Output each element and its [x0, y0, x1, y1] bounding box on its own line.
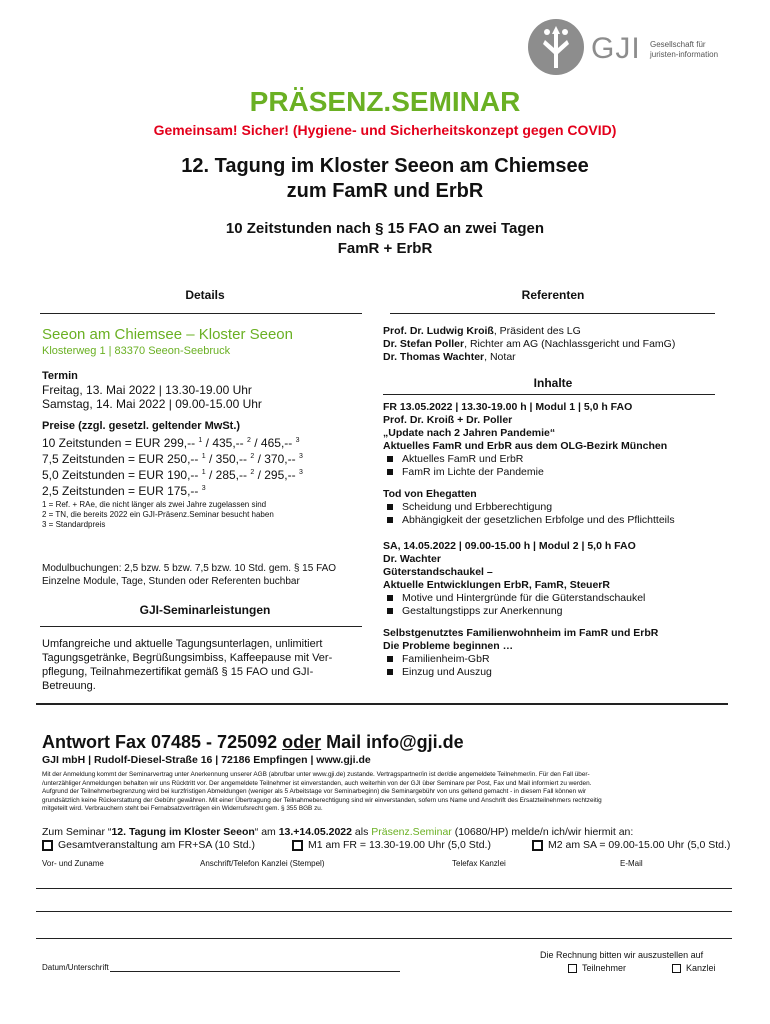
rechnung-kanzlei[interactable]: Kanzlei: [672, 963, 716, 973]
checkbox-icon[interactable]: [532, 840, 543, 851]
seminar-registration-line: Zum Seminar “12. Tagung im Kloster Seeon“ am 13.+14.05.2022 als Präsenz.Seminar (10680/HP) melde/n ich/wir hiermit an:: [42, 826, 634, 838]
preise-label: Preise (zzgl. gesetzl. geltender MwSt.): [42, 420, 241, 432]
price-row: 7,5 Zeitstunden = EUR 250,-- $^1$ / 350,-- $^2$ / 370,-- $^3$: [42, 452, 303, 466]
inhalte-block-4: Selbstgenutztes Familienwohnheim im FamR und ErbR Die Probleme beginnen … Familienheim-GbR Einzug und Auszug: [383, 627, 659, 678]
logo: [527, 18, 727, 78]
company-line: GJI mbH | Rudolf-Diesel-Straße 16 | 72186 Empfingen | www.gji.de: [42, 754, 371, 766]
price-row: 10 Zeitstunden = EUR 299,-- $^1$ / 435,-- $^2$ / 465,-- $^3$: [42, 436, 300, 450]
referenten-divider: [390, 313, 715, 314]
signature-label: Datum/Unterschrift: [42, 963, 400, 972]
bullet-icon: [387, 517, 393, 523]
venue-name: Seeon am Chiemsee – Kloster Seeon: [42, 326, 293, 343]
col-name-label: Vor- und Zuname: [42, 859, 104, 868]
inhalte-heading: Inhalte: [533, 376, 573, 390]
leistungen-divider: [40, 626, 362, 627]
inhalte-block-1: FR 13.05.2022 | 13.30-19.00 h | Modul 1 | 5,0 h FAO Prof. Dr. Kroiß + Dr. Poller „Update nach 2 Jahren Pandemie“ Aktuelles FamR und ErbR aus dem OLG-Bezirk München Aktuelles FamR und ErbR FamR im Lichte der Pandemie: [383, 401, 668, 478]
checkbox-icon[interactable]: [568, 964, 577, 973]
details-heading: Details: [185, 288, 225, 302]
price-footnotes: [42, 500, 274, 530]
leistungen-text: Umfangreiche und aktuelle Tagungsunterlagen, unlimitiert Tagungsgetränke, Begrüßungsimbiss, Kaffeepause mit Ver- pflegung, Teilnahmezertifikat gemäß § 15 FAO und GJI- Betreuung.: [42, 638, 333, 692]
checkbox-icon[interactable]: [672, 964, 681, 973]
seminar-type-title: PRÄSENZ.SEMINAR: [249, 86, 521, 117]
signature-line[interactable]: [110, 971, 400, 972]
inhalte-block-3: SA, 14.05.2022 | 09.00-15.00 h | Modul 2 | 5,0 h FAO Dr. Wachter Güterstandschaukel – Aktuelle Entwicklungen ErbR, FamR, SteuerR Motive und Hintergründe für die Güterstandschaukel Gestaltungstipps zur Anerkennung: [383, 540, 646, 617]
price-row: 2,5 Zeitstunden = EUR 175,-- $^3$: [42, 484, 206, 498]
referent-item: Prof. Dr. Ludwig Kroiß, Präsident des LG: [383, 325, 581, 337]
logo-tagline-1: Gesellschaft für: [650, 40, 706, 49]
footnote: 1 = Ref. + RAe, die nicht länger als zwei Jahre zugelassen sind: [42, 500, 267, 509]
inhalte-block-2: Tod von Ehegatten Scheidung und Erbberechtigung Abhängigkeit der gesetzlichen Erbfolge und des Pflichtteils: [383, 488, 675, 526]
main-title-2: zum FamR und ErbR: [286, 180, 484, 202]
bullet-icon: [387, 669, 393, 675]
antwort-top-divider: [36, 703, 728, 705]
bullet-icon: [387, 595, 393, 601]
logo-tagline-2: juristen-information: [650, 50, 719, 59]
gji-logo-icon: [527, 18, 585, 76]
rechnung-teilnehmer[interactable]: Teilnehmer: [568, 963, 626, 973]
covid-subtitle: Gemeinsam! Sicher! (Hygiene- und Sicherheitskonzept gegen COVID): [153, 122, 617, 138]
option-gesamt[interactable]: Gesamtveranstaltung am FR+SA (10 Std.): [42, 839, 255, 851]
footnote: 3 = Standardpreis: [42, 520, 106, 529]
list-item: Familienheim-GbR: [383, 653, 658, 666]
entry-line-3[interactable]: [36, 938, 732, 939]
hours-subtitle: 10 Zeitstunden nach § 15 FAO an zwei Tagen: [225, 220, 545, 237]
antwort-title: Antwort Fax 07485 - 725092 oder Mail info@gji.de: [42, 732, 464, 752]
venue-address: Klosterweg 1 | 83370 Seeon-Seebruck: [42, 345, 231, 357]
option-m2[interactable]: M2 am SA = 09.00-15.00 Uhr (5,0 Std.): [532, 839, 730, 851]
oder-underlined: oder: [282, 732, 322, 752]
list-item: Einzug und Auszug: [383, 666, 658, 679]
logo-text: GJI: [591, 32, 641, 65]
col-address-label: Anschrift/Telefon Kanzlei (Stempel): [200, 859, 325, 868]
fields-subtitle: FamR + ErbR: [337, 240, 433, 257]
modul-info-2: Einzelne Module, Tage, Stunden oder Referenten buchbar: [42, 576, 300, 587]
entry-line-2[interactable]: [36, 911, 732, 912]
referent-item: Dr. Stefan Poller, Richter am AG (Nachlassgericht und FamG): [383, 338, 676, 350]
bullet-icon: [387, 504, 393, 510]
col-email-label: E-Mail: [620, 859, 643, 868]
termin-label: Termin: [42, 370, 78, 382]
checkbox-icon[interactable]: [42, 840, 53, 851]
preise-list: [42, 434, 303, 498]
list-item: Motive und Hintergründe für die Güterstandschaukel: [383, 592, 645, 605]
leistungen-heading: GJI-Seminarleistungen: [139, 603, 271, 617]
option-m1[interactable]: M1 am FR = 13.30-19.00 Uhr (5,0 Std.): [292, 839, 491, 851]
terms-fineprint: Mit der Anmeldung kommt der Seminarvertrag unter Anerkennung unserer AGB (abrufbar unter www.gji.de) zustande. Vertragspartner/in ist der/die angemeldete Teilnehmer/in. Für den Fall über- /unterzähliger Anmeldungen behalten wir uns Rücktritt vor. Der angemeldete Teilnehmer ist einverstanden, auch weiterhin von der GJI über Seminare per Post, Fax und Mail informiert zu werden. Aufgrund der Teilnehmerbegrenzung wird bei kurzfristigen Abmeldungen (weniger als 5 Arbeitstage vor Seminarbeginn) die Seminargebühr von uns geltend gemacht - in diesem Fall können wir grundsätzlich keine Rückerstattung der Gebühr gewähren. Mit einer Übertragung der Teilnahmeberechtigung sind wir einverstanden, sofern uns Name und Anschrift des Ersatzteilnehmers rechtzeitig mitgeteilt wird. Verbrauchern steht bei Fernabsatzverträgen ein Widerrufsrecht gem. § 355 BGB zu.: [42, 771, 602, 812]
bullet-icon: [387, 469, 393, 475]
details-divider: [40, 313, 362, 314]
checkbox-icon[interactable]: [292, 840, 303, 851]
bullet-icon: [387, 456, 393, 462]
inhalte-divider: [383, 394, 715, 395]
list-item: FamR im Lichte der Pandemie: [383, 466, 667, 479]
main-title-1: 12. Tagung im Kloster Seeon am Chiemsee: [181, 155, 589, 177]
list-item: Gestaltungstipps zur Anerkennung: [383, 605, 645, 618]
referent-item: Dr. Thomas Wachter, Notar: [383, 351, 516, 363]
footnote: 2 = TN, die bereits 2022 ein GJI-Präsenz.Seminar besucht haben: [42, 510, 274, 519]
bullet-icon: [387, 656, 393, 662]
list-item: Scheidung und Erbberechtigung: [383, 501, 675, 514]
list-item: Aktuelles FamR und ErbR: [383, 453, 667, 466]
list-item: Abhängigkeit der gesetzlichen Erbfolge und des Pflichtteils: [383, 514, 675, 527]
termin-sa: Samstag, 14. Mai 2022 | 09.00-15.00 Uhr: [42, 397, 262, 411]
referenten-heading: Referenten: [521, 288, 585, 302]
referenten-list: [383, 325, 675, 364]
modul-info-1: Modulbuchungen: 2,5 bzw. 5 bzw. 7,5 bzw. 10 Std. gem. § 15 FAO: [42, 563, 337, 574]
rechnung-label: Die Rechnung bitten wir auszustellen auf: [540, 950, 704, 960]
price-row: 5,0 Zeitstunden = EUR 190,-- $^1$ / 285,-- $^2$ / 295,-- $^3$: [42, 468, 303, 482]
termin-fr: Freitag, 13. Mai 2022 | 13.30-19.00 Uhr: [42, 383, 252, 397]
col-fax-label: Telefax Kanzlei: [452, 859, 506, 868]
bullet-icon: [387, 608, 393, 614]
entry-line-1[interactable]: [36, 888, 732, 889]
